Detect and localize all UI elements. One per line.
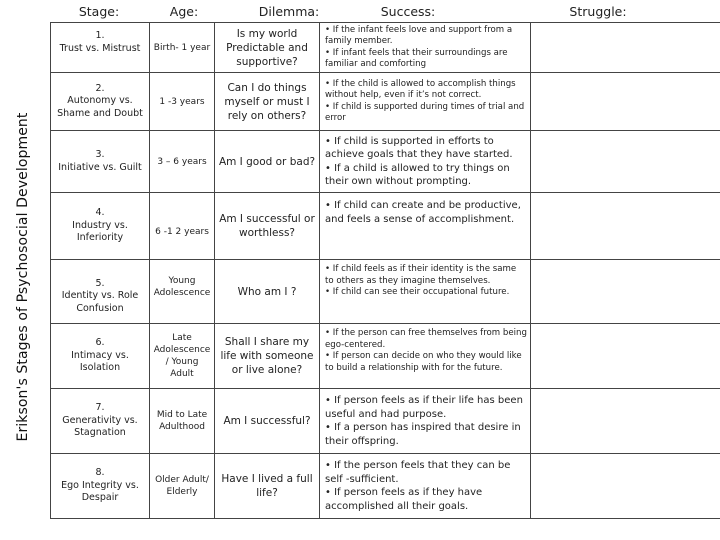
table-row — [51, 131, 720, 193]
success-point: • If the person can free themselves from being ego-centered. — [325, 328, 527, 350]
stage-number: 3. — [95, 149, 105, 160]
success-cell — [320, 23, 531, 73]
success-point: • If the child is allowed to accomplish things without help, even if it’s not correct. — [325, 78, 516, 100]
success-point: • If child can create and be productive, and feels a sense of accomplishment. — [325, 200, 521, 225]
success-point: • If person feels as if their life has been useful and had purpose. — [325, 395, 523, 420]
stages-table — [50, 22, 720, 519]
stage-name: Ego Integrity vs. Despair — [61, 479, 139, 504]
age-cell: 6 -1 2 years — [150, 193, 215, 260]
struggle-cell — [531, 454, 720, 519]
age-cell: Young Adolescence — [150, 260, 215, 324]
stage-number: 4. — [95, 207, 105, 219]
success-point: • If child feels as if their identity is the same to others as they imagine themselves. — [325, 264, 517, 286]
success-cell — [320, 73, 531, 131]
stage-cell — [51, 131, 150, 193]
table-row — [51, 389, 720, 454]
stage-name: Trust vs. Mistrust — [59, 42, 141, 54]
header-age: Age: — [169, 4, 199, 19]
stage-number: 7. — [95, 402, 105, 414]
success-cell — [320, 389, 531, 454]
stage-cell — [51, 260, 150, 324]
struggle-cell — [531, 260, 720, 324]
dilemma-cell: Am I successful or worthless? — [215, 193, 320, 260]
success-cell — [320, 193, 531, 260]
success-point: • If person can decide on who they would like to build a relationship with for the future. — [325, 351, 522, 373]
success-point: • If a child is allowed to try things on their own without prompting. — [325, 162, 510, 187]
stage-cell — [51, 73, 150, 131]
struggle-cell — [531, 389, 720, 454]
header-dilemma: Dilemma: — [258, 4, 320, 19]
success-point: • If infant feels that their surroundings are familiar and comforting — [325, 47, 508, 69]
dilemma-cell: Am I successful? — [215, 389, 320, 454]
stage-number: 1. — [95, 30, 105, 41]
side-title — [0, 22, 46, 532]
success-point: • If the person feels that they can be self -sufficient. — [325, 460, 511, 485]
table-row — [51, 73, 720, 131]
dilemma-cell: Can I do things myself or must I rely on others? — [215, 73, 320, 131]
stage-number: 6. — [95, 337, 105, 349]
stage-name: Identity vs. Role Confusion — [61, 290, 139, 314]
stage-cell — [51, 454, 150, 519]
stage-name: Initiative vs. Guilt — [58, 161, 142, 173]
struggle-cell — [531, 131, 720, 193]
stage-name: Intimacy vs. Isolation — [71, 349, 129, 374]
success-point: • If a person has inspired that desire in their offspring. — [325, 422, 521, 447]
dilemma-cell: Am I good or bad? — [215, 131, 320, 193]
header-struggle: Struggle: — [569, 4, 627, 19]
header-stage: Stage: — [78, 4, 120, 19]
struggle-cell — [531, 193, 720, 260]
header-success: Success: — [380, 4, 436, 19]
age-cell: Birth- 1 year — [150, 23, 215, 73]
stage-number: 8. — [95, 467, 105, 479]
side-title-text: Erikson's Stages of Psychosocial Development — [15, 112, 31, 442]
age-cell: Older Adult/ Elderly — [150, 454, 215, 519]
success-point: • If person feels as if they have accomplished all their goals. — [325, 487, 483, 512]
dilemma-cell: Is my world Predictable and supportive? — [215, 23, 320, 73]
stage-cell — [51, 23, 150, 73]
dilemma-cell: Who am I ? — [215, 260, 320, 324]
success-cell — [320, 131, 531, 193]
stage-name: Industry vs. Inferiority — [72, 219, 128, 244]
success-point: • If child is supported during times of trial and error — [325, 101, 525, 123]
success-cell — [320, 454, 531, 519]
dilemma-cell: Have I lived a full life? — [215, 454, 320, 519]
success-point: • If child is supported in efforts to achieve goals that they have started. — [325, 135, 513, 160]
age-cell: 1 -3 years — [150, 73, 215, 131]
table-row — [51, 454, 720, 519]
age-cell: 3 – 6 years — [150, 131, 215, 193]
dilemma-cell: Shall I share my life with someone or live alone? — [215, 324, 320, 389]
stage-name: Generativity vs. Stagnation — [62, 414, 138, 439]
table-row — [51, 23, 720, 73]
struggle-cell — [531, 73, 720, 131]
success-cell — [320, 260, 531, 324]
stage-number: 2. — [95, 82, 105, 94]
table-row — [51, 324, 720, 389]
stage-cell — [51, 324, 150, 389]
struggle-cell — [531, 324, 720, 389]
success-point: • If child can see their occupational future. — [325, 287, 510, 297]
stage-name: Autonomy vs. Shame and Doubt — [57, 95, 143, 119]
stage-cell — [51, 193, 150, 260]
stage-cell — [51, 389, 150, 454]
table-row — [51, 193, 720, 260]
table-row — [51, 260, 720, 324]
age-cell: Mid to Late Adulthood — [150, 389, 215, 454]
struggle-cell — [531, 23, 720, 73]
success-point: • If the infant feels love and support from a family member. — [325, 24, 513, 46]
success-cell — [320, 324, 531, 389]
age-cell: Late Adolescence / Young Adult — [150, 324, 215, 389]
stage-number: 5. — [95, 277, 105, 289]
